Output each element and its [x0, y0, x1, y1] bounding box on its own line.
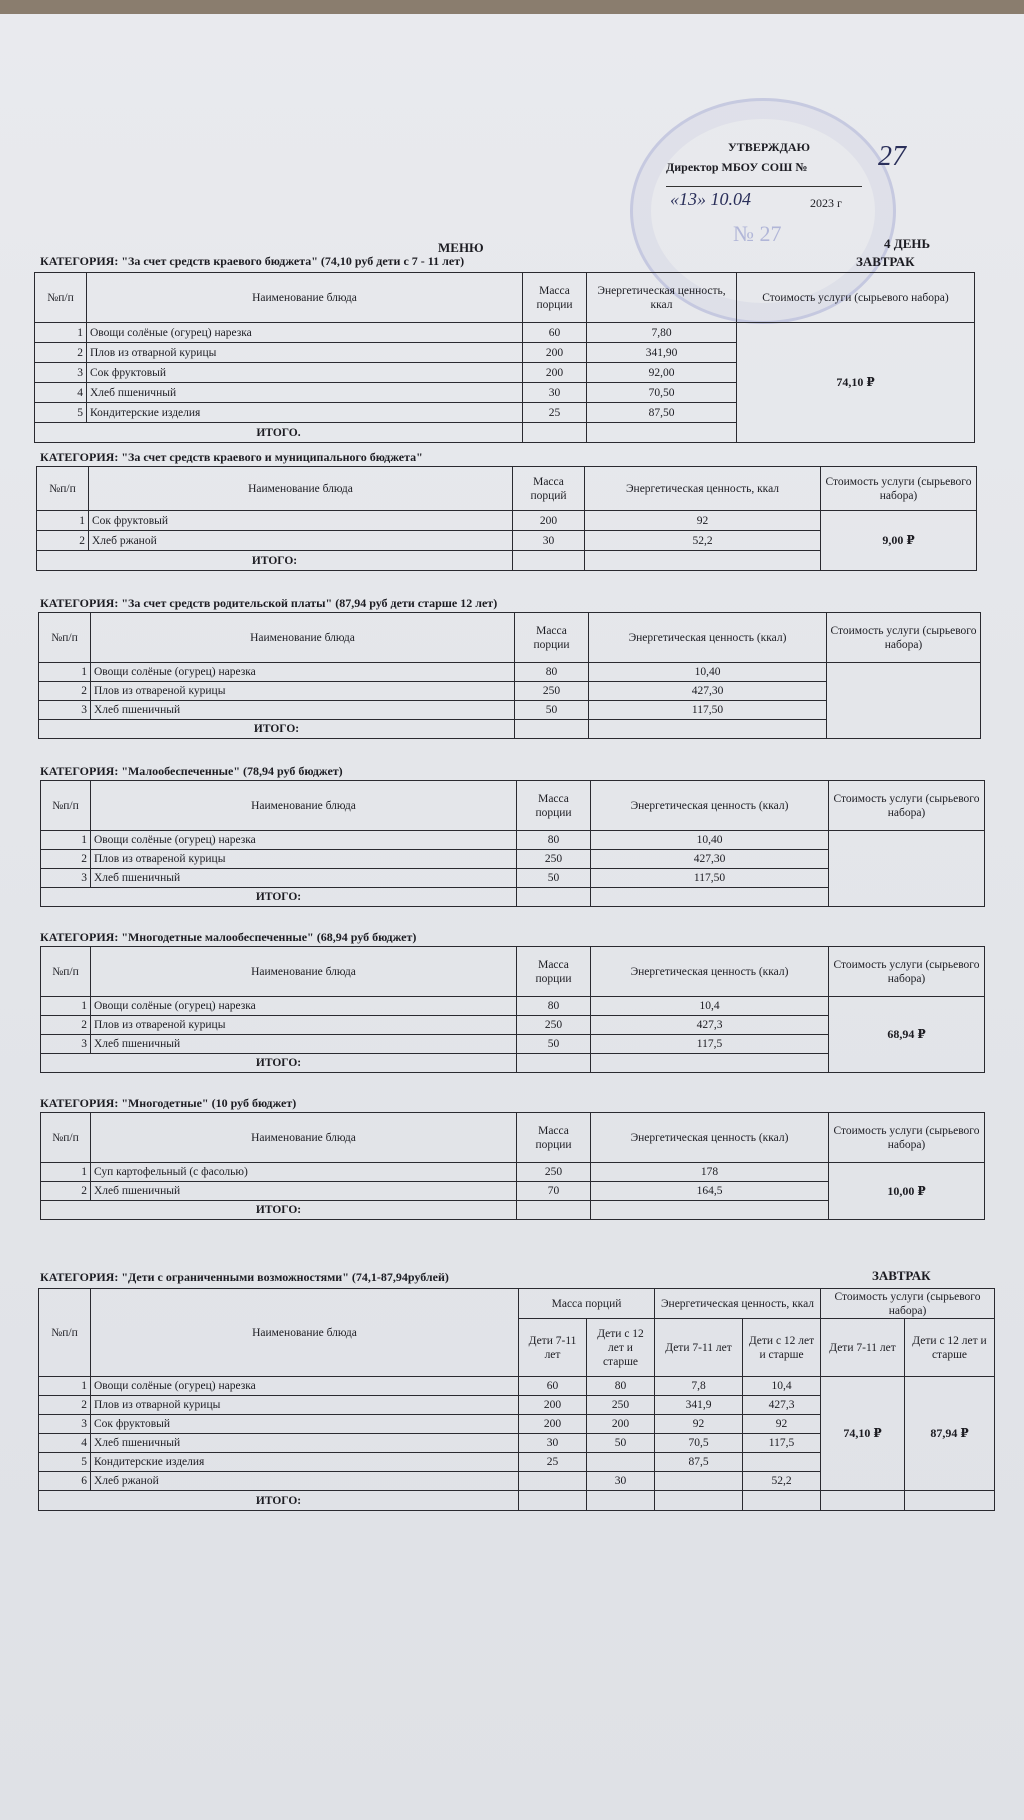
total-cell [587, 1491, 655, 1511]
total-energy [587, 423, 737, 443]
energy-value: 164,5 [591, 1182, 829, 1201]
col-header: Дети с 12 лет и старше [743, 1319, 821, 1377]
table-row [39, 663, 981, 682]
total-row [39, 1491, 995, 1511]
row-number: 2 [39, 682, 91, 701]
energy-value: 117,50 [591, 869, 829, 888]
menu-table [36, 466, 977, 571]
portion-mass: 250 [515, 682, 589, 701]
category-title: КАТЕГОРИЯ: "Малообеспеченные" (78,94 руб бюджет) [40, 764, 343, 778]
col-header: Стоимость услуги (сырьевого набора) [829, 781, 985, 831]
portion-mass-7-11: 25 [519, 1453, 587, 1472]
portion-mass: 80 [517, 831, 591, 850]
approval-position: Директор МБОУ СОШ № [666, 160, 808, 174]
dish-name: Овощи солёные (огурец) нарезка [91, 663, 515, 682]
energy-value: 10,40 [589, 663, 827, 682]
service-cost: 10,00 ₽ [829, 1163, 985, 1220]
menu-table [40, 780, 985, 907]
category-title: КАТЕГОРИЯ: "Многодетные малообеспеченные" (68,94 руб бюджет) [40, 930, 417, 944]
service-cost: 9,00 ₽ [821, 511, 977, 571]
total-cell [905, 1491, 995, 1511]
row-number: 1 [39, 1377, 91, 1396]
total-energy [591, 1201, 829, 1220]
row-number: 2 [41, 1182, 91, 1201]
total-mass [523, 423, 587, 443]
table-row [35, 323, 975, 343]
col-header: Наименование блюда [91, 1289, 519, 1377]
energy-value: 87,50 [587, 403, 737, 423]
category-title: КАТЕГОРИЯ: "За счет средств родительской платы" (87,94 руб дети старше 12 лет) [40, 596, 498, 610]
col-header: Энергетическая ценность, ккал [585, 467, 821, 511]
total-cell [821, 1491, 905, 1511]
row-number: 1 [41, 997, 91, 1016]
portion-mass-12: 200 [587, 1415, 655, 1434]
total-energy [589, 720, 827, 739]
portion-mass: 50 [517, 869, 591, 888]
energy-7-11: 87,5 [655, 1453, 743, 1472]
portion-mass-12 [587, 1453, 655, 1472]
portion-mass-12: 80 [587, 1377, 655, 1396]
service-cost-12: 87,94 ₽ [905, 1377, 995, 1491]
energy-7-11: 92 [655, 1415, 743, 1434]
col-header: Дети 7-11 лет [655, 1319, 743, 1377]
category-title: КАТЕГОРИЯ: "Многодетные" (10 руб бюджет) [40, 1096, 297, 1110]
menu-title: МЕНЮ [438, 240, 484, 255]
dish-name: Хлеб пшеничный [91, 701, 515, 720]
day-label: 4 ДЕНЬ [884, 236, 931, 251]
energy-value: 427,30 [591, 850, 829, 869]
col-header: Энергетическая ценность (ккал) [589, 613, 827, 663]
energy-12: 10,4 [743, 1377, 821, 1396]
energy-value: 92,00 [587, 363, 737, 383]
col-header: Масса порции [517, 947, 591, 997]
total-label: ИТОГО: [41, 1201, 517, 1220]
energy-value: 427,30 [589, 682, 827, 701]
approval-year: 2023 г [810, 196, 842, 210]
dish-name: Суп картофельный (с фасолью) [91, 1163, 517, 1182]
dish-name: Хлеб пшеничный [91, 1434, 519, 1453]
energy-value: 10,4 [591, 997, 829, 1016]
energy-value: 427,3 [591, 1016, 829, 1035]
service-cost [829, 831, 985, 907]
dish-name: Плов из отварной курицы [87, 343, 523, 363]
col-header: Энергетическая ценность (ккал) [591, 1113, 829, 1163]
col-header: Дети с 12 лет и старше [905, 1319, 995, 1377]
category-title: КАТЕГОРИЯ: "За счет средств краевого бюджета" (74,10 руб дети с 7 - 11 лет) [40, 254, 465, 268]
dish-name: Хлеб ржаной [89, 531, 513, 551]
total-label: ИТОГО: [41, 1054, 517, 1073]
row-number: 2 [41, 1016, 91, 1035]
menu-table [34, 272, 975, 443]
col-header: Наименование блюда [89, 467, 513, 511]
row-number: 3 [41, 869, 91, 888]
row-number: 1 [37, 511, 89, 531]
dish-name: Сок фруктовый [91, 1415, 519, 1434]
dish-name: Хлеб пшеничный [91, 1182, 517, 1201]
menu-table [40, 1112, 985, 1220]
dish-name: Хлеб ржаной [91, 1472, 519, 1491]
col-header: №п/п [39, 613, 91, 663]
dish-name: Плов из отвареной курицы [91, 682, 515, 701]
total-label: ИТОГО: [39, 1491, 519, 1511]
menu-table [40, 946, 985, 1073]
school-number: 27 [878, 141, 906, 172]
col-header: Стоимость услуги (сырьевого набора) [827, 613, 981, 663]
table-row [41, 831, 985, 850]
total-mass [517, 1054, 591, 1073]
portion-mass-7-11: 60 [519, 1377, 587, 1396]
energy-value: 10,40 [591, 831, 829, 850]
energy-value: 341,90 [587, 343, 737, 363]
portion-mass-7-11: 200 [519, 1415, 587, 1434]
approval-date: «13» 10.04 [670, 189, 751, 209]
dish-name: Плов из отвареной курицы [91, 1016, 517, 1035]
energy-7-11: 7,8 [655, 1377, 743, 1396]
energy-value: 117,50 [589, 701, 827, 720]
row-number: 5 [35, 403, 87, 423]
col-header: №п/п [41, 947, 91, 997]
portion-mass-12: 30 [587, 1472, 655, 1491]
total-label: ИТОГО: [41, 888, 517, 907]
energy-12: 117,5 [743, 1434, 821, 1453]
energy-value: 178 [591, 1163, 829, 1182]
signature-line [666, 186, 862, 187]
menu-table [38, 612, 981, 739]
total-cell [519, 1491, 587, 1511]
row-number: 2 [41, 850, 91, 869]
total-label: ИТОГО: [37, 551, 513, 571]
portion-mass-12: 50 [587, 1434, 655, 1453]
dish-name: Хлеб пшеничный [91, 869, 517, 888]
portion-mass: 50 [515, 701, 589, 720]
energy-12: 427,3 [743, 1396, 821, 1415]
table-row [41, 1163, 985, 1182]
energy-7-11: 341,9 [655, 1396, 743, 1415]
portion-mass: 50 [517, 1035, 591, 1054]
col-header: Масса порций [519, 1289, 655, 1319]
portion-mass: 25 [523, 403, 587, 423]
row-number: 4 [35, 383, 87, 403]
dish-name: Кондитерские изделия [87, 403, 523, 423]
dish-name: Плов из отвареной курицы [91, 850, 517, 869]
col-header: Наименование блюда [91, 613, 515, 663]
portion-mass: 200 [513, 511, 585, 531]
energy-7-11 [655, 1472, 743, 1491]
portion-mass-7-11: 200 [519, 1396, 587, 1415]
dish-name: Сок фруктовый [89, 511, 513, 531]
energy-value: 7,80 [587, 323, 737, 343]
service-cost: 74,10 ₽ [737, 323, 975, 443]
energy-12 [743, 1453, 821, 1472]
portion-mass: 200 [523, 363, 587, 383]
col-header: Энергетическая ценность (ккал) [591, 781, 829, 831]
portion-mass: 30 [513, 531, 585, 551]
portion-mass: 80 [515, 663, 589, 682]
portion-mass: 250 [517, 850, 591, 869]
dish-name: Овощи солёные (огурец) нарезка [91, 997, 517, 1016]
col-header: Наименование блюда [87, 273, 523, 323]
table-row [39, 1377, 995, 1396]
energy-value: 52,2 [585, 531, 821, 551]
col-header: Наименование блюда [91, 781, 517, 831]
col-header: Энергетическая ценность, ккал [587, 273, 737, 323]
row-number: 6 [39, 1472, 91, 1491]
col-header: №п/п [41, 1113, 91, 1163]
service-cost [827, 663, 981, 739]
dish-name: Овощи солёные (огурец) нарезка [87, 323, 523, 343]
col-header: №п/п [37, 467, 89, 511]
category-title: КАТЕГОРИЯ: "Дети с ограниченными возможностями" (74,1-87,94рублей) [40, 1270, 449, 1284]
row-number: 1 [41, 1163, 91, 1182]
total-label: ИТОГО. [35, 423, 523, 443]
row-number: 2 [35, 343, 87, 363]
table-row [37, 511, 977, 531]
col-header: Дети 7-11 лет [519, 1319, 587, 1377]
dish-name: Хлеб пшеничный [91, 1035, 517, 1054]
portion-mass: 250 [517, 1163, 591, 1182]
col-header: Стоимость услуги (сырьевого набора) [821, 467, 977, 511]
total-cell [743, 1491, 821, 1511]
col-header: Масса порции [523, 273, 587, 323]
portion-mass-7-11: 30 [519, 1434, 587, 1453]
dish-name: Хлеб пшеничный [87, 383, 523, 403]
energy-12: 92 [743, 1415, 821, 1434]
col-header: Стоимость услуги (сырьевого набора) [737, 273, 975, 323]
row-number: 4 [39, 1434, 91, 1453]
col-header: №п/п [41, 781, 91, 831]
row-number: 1 [39, 663, 91, 682]
energy-value: 92 [585, 511, 821, 531]
total-mass [515, 720, 589, 739]
total-cell [655, 1491, 743, 1511]
category-title: КАТЕГОРИЯ: "За счет средств краевого и муниципального бюджета" [40, 450, 423, 464]
portion-mass: 30 [523, 383, 587, 403]
col-header: Наименование блюда [91, 1113, 517, 1163]
portion-mass: 70 [517, 1182, 591, 1201]
total-energy [591, 888, 829, 907]
dish-name: Овощи солёные (огурец) нарезка [91, 1377, 519, 1396]
dish-name: Кондитерские изделия [91, 1453, 519, 1472]
approval-title: УТВЕРЖДАЮ [728, 140, 811, 154]
energy-value: 117,5 [591, 1035, 829, 1054]
total-energy [585, 551, 821, 571]
dish-name: Овощи солёные (огурец) нарезка [91, 831, 517, 850]
col-header: Дети с 12 лет и старше [587, 1319, 655, 1377]
col-header: Дети 7-11 лет [821, 1319, 905, 1377]
row-number: 2 [39, 1396, 91, 1415]
row-number: 3 [39, 701, 91, 720]
col-header: Стоимость услуги (сырьевого набора) [829, 947, 985, 997]
row-number: 3 [35, 363, 87, 383]
total-mass [513, 551, 585, 571]
row-number: 3 [39, 1415, 91, 1434]
col-header: №п/п [35, 273, 87, 323]
total-label: ИТОГО: [39, 720, 515, 739]
menu-table [38, 1288, 995, 1511]
col-header: Энергетическая ценность, ккал [655, 1289, 821, 1319]
meal-label: ЗАВТРАК [856, 254, 915, 269]
portion-mass: 60 [523, 323, 587, 343]
total-mass [517, 888, 591, 907]
service-cost-7-11: 74,10 ₽ [821, 1377, 905, 1491]
dish-name: Плов из отварной курицы [91, 1396, 519, 1415]
service-cost: 68,94 ₽ [829, 997, 985, 1073]
col-header: Масса порций [513, 467, 585, 511]
col-header: Энергетическая ценность (ккал) [591, 947, 829, 997]
row-number: 1 [41, 831, 91, 850]
portion-mass: 80 [517, 997, 591, 1016]
portion-mass-12: 250 [587, 1396, 655, 1415]
portion-mass: 250 [517, 1016, 591, 1035]
total-mass [517, 1201, 591, 1220]
col-header: Масса порции [517, 781, 591, 831]
row-number: 3 [41, 1035, 91, 1054]
row-number: 2 [37, 531, 89, 551]
col-header: Масса порции [517, 1113, 591, 1163]
col-header: Наименование блюда [91, 947, 517, 997]
portion-mass-7-11 [519, 1472, 587, 1491]
energy-12: 52,2 [743, 1472, 821, 1491]
meal-label: ЗАВТРАК [872, 1268, 931, 1283]
col-header: №п/п [39, 1289, 91, 1377]
table-row [41, 997, 985, 1016]
energy-value: 70,50 [587, 383, 737, 403]
row-number: 5 [39, 1453, 91, 1472]
dish-name: Сок фруктовый [87, 363, 523, 383]
energy-7-11: 70,5 [655, 1434, 743, 1453]
portion-mass: 200 [523, 343, 587, 363]
row-number: 1 [35, 323, 87, 343]
stamp-text: № 27 [733, 221, 782, 246]
total-energy [591, 1054, 829, 1073]
col-header: Стоимость услуги (сырьевого набора) [821, 1289, 995, 1319]
col-header: Стоимость услуги (сырьевого набора) [829, 1113, 985, 1163]
col-header: Масса порции [515, 613, 589, 663]
